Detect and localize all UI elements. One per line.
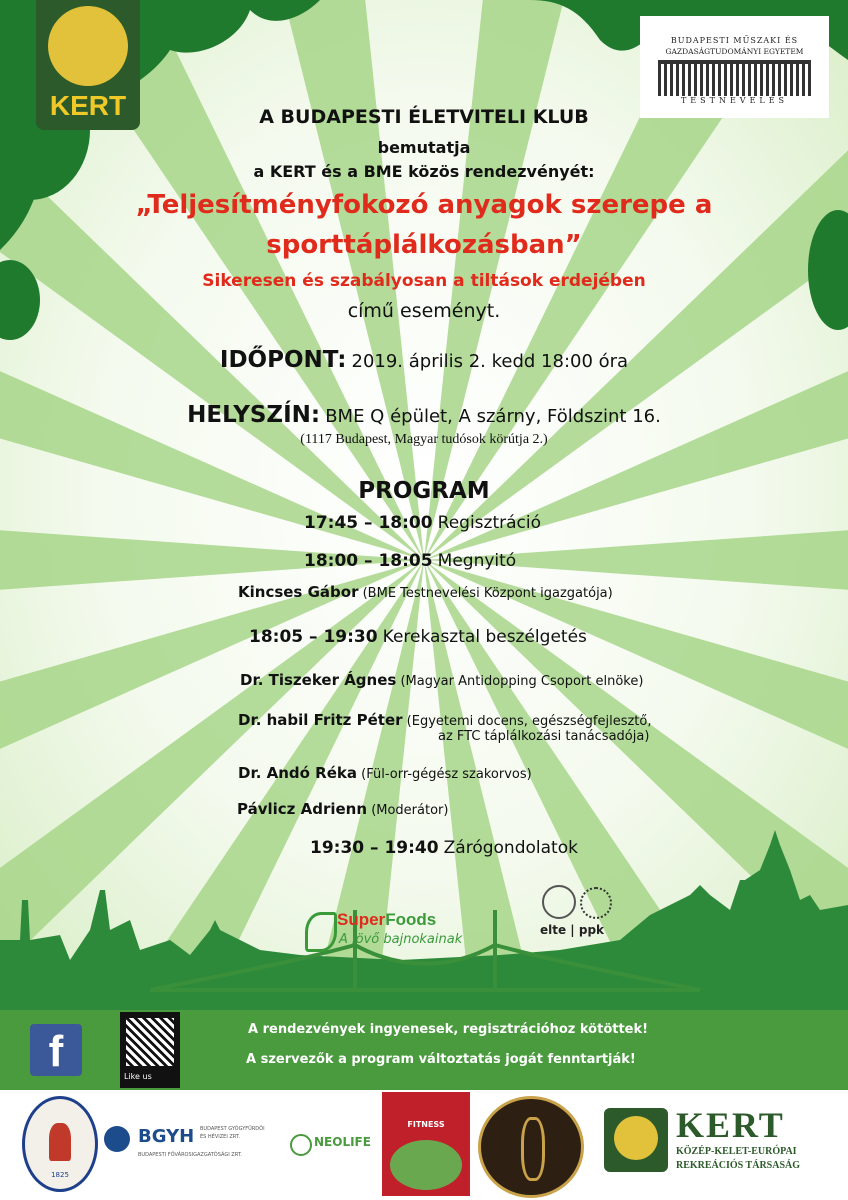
program-item-roundtable (249, 627, 587, 647)
program-item-time: 18:00 – 18:05 (304, 551, 433, 571)
dots-icon (580, 887, 612, 919)
kert-logo-bottom (604, 1105, 824, 1178)
salad-icon (390, 1140, 462, 1190)
place-label: HELYSZÍN: (187, 402, 321, 428)
superfoods-wordmark (337, 910, 436, 930)
bme-logo (640, 16, 829, 118)
bgyh-subtext2: ÉS HÉVIZEI ZRT. (200, 1134, 240, 1140)
program-item-opening (304, 551, 516, 571)
footer-line1: A rendezvények ingyenesek, regisztrációhoz kötöttek! (248, 1022, 649, 1037)
event-title-line1: „Teljesítményfokozó anyagok szerepe a (135, 190, 713, 220)
leaf-icon (290, 1134, 312, 1156)
program-item-name: Zárógondolatok (443, 838, 578, 858)
program-item-registration (304, 513, 541, 533)
kert-bottom-text: KERT (676, 1105, 785, 1145)
kert-tree-icon (604, 1108, 668, 1172)
facebook-icon[interactable]: f (30, 1024, 82, 1076)
bme-logo-line3: TESTNEVELÉS (680, 96, 789, 105)
person-role: (Magyar Antidopping Csoport elnöke) (400, 674, 644, 689)
fitness-book-logo (382, 1092, 470, 1196)
person-pavlicz (237, 800, 448, 818)
person-name: Kincses Gábor (238, 583, 359, 601)
place-value: BME Q épület, A szárny, Földszint 16. (325, 406, 661, 427)
person-fritz (238, 711, 651, 729)
neolife-logo (290, 1132, 370, 1156)
superfoods-tagline: A jövő bajnokainak (339, 932, 463, 947)
kert-bottom-sub2: REKREÁCIÓS TÁRSASÁG (676, 1160, 801, 1171)
person-role: (Egyetemi docens, egészségfejlesztő, (406, 714, 652, 729)
caduceus-icon (521, 1117, 545, 1181)
program-item-time: 17:45 – 18:00 (304, 513, 433, 533)
superfoods-logo (305, 908, 485, 952)
program-item-name: Regisztráció (437, 513, 542, 533)
person-ando (238, 764, 532, 782)
superfoods-word-b: Foods (385, 910, 437, 929)
elte-text: elte | ppk (540, 923, 605, 937)
event-subtitle: Sikeresen és szabályosan a tiltások erdejében (202, 271, 646, 291)
address-line: (1117 Budapest, Magyar tudósok körútja 2.) (300, 432, 548, 447)
place-line (0, 402, 848, 428)
person-name: Dr. habil Fritz Péter (238, 711, 403, 729)
bgyh-text: BGYH (138, 1126, 195, 1147)
program-item-name: Kerekasztal beszélgetés (382, 627, 587, 647)
bme-logo-line2: GAZDASÁGTUDOMÁNYI EGYETEM (665, 47, 804, 56)
like-us-label: Like us (124, 1072, 152, 1081)
info-bar (0, 1010, 848, 1090)
bgyh-subtext1: BUDAPEST GYÓGYFÜRDŐI (200, 1126, 265, 1132)
person-fritz-role2: az FTC táplálkozási tanácsadója) (438, 729, 650, 744)
person-role: (BME Testnevelési Központ igazgatója) (362, 586, 613, 601)
presents-text: bemutatja (377, 138, 471, 157)
science-sport-logo (478, 1096, 584, 1198)
bme-logo-line1: BUDAPESTI MŰSZAKI ÉS (670, 36, 799, 45)
mta-logo (22, 1096, 98, 1192)
sponsor-logos-bar (0, 1090, 848, 1200)
joint-event-text: a KERT és a BME közös rendezvényét: (253, 162, 595, 181)
elte-seal-icon (542, 885, 576, 919)
program-item-name: Megnyitó (437, 551, 517, 571)
program-heading: PROGRAM (358, 478, 490, 504)
superfoods-word-a: Super (337, 910, 386, 929)
person-name: Dr. Andó Réka (238, 764, 358, 782)
event-suffix: című eseményt. (347, 300, 501, 322)
kert-bottom-sub1: KÖZÉP-KELET-EURÓPAI (676, 1146, 797, 1157)
person-role: (Moderátor) (371, 803, 449, 818)
program-item-time: 18:05 – 19:30 (249, 627, 378, 647)
club-name: A BUDAPESTI ÉLETVITELI KLUB (259, 106, 589, 128)
person-kincses (238, 583, 613, 601)
fitness-text: FITNESS (407, 1120, 445, 1129)
person-tiszeker (240, 671, 643, 689)
bgyh-subtext3: BUDAPESTI FŐVÁROSIGAZGATÓSÁGI ZRT. (138, 1152, 242, 1158)
program-item-closing (310, 838, 578, 858)
bgyh-logo (104, 1122, 280, 1172)
runner-icon (305, 912, 337, 952)
time-value: 2019. április 2. kedd 18:00 óra (351, 351, 629, 372)
elte-ppk-logo (540, 885, 612, 955)
program-item-time: 19:30 – 19:40 (310, 838, 439, 858)
bgyh-circle-icon (104, 1126, 130, 1152)
footer-line2: A szervezők a program változtatás jogát fenntartják! (246, 1052, 636, 1067)
bme-building-icon (658, 60, 811, 96)
event-title-line2: sporttáplálkozásban” (266, 230, 582, 260)
qr-code-icon (126, 1018, 174, 1066)
mta-year: 1825 (51, 1171, 69, 1179)
person-role: (Fül-orr-gégész szakorvos) (361, 767, 532, 782)
tree-icon (48, 6, 128, 86)
person-name: Dr. Tiszeker Ágnes (240, 671, 397, 689)
person-name: Pávlicz Adrienn (237, 800, 368, 818)
mta-figure-icon (49, 1123, 71, 1161)
time-label: IDŐPONT: (219, 347, 347, 373)
time-line (0, 347, 848, 373)
qr-code[interactable] (120, 1012, 180, 1088)
kert-logo-text: KERT (49, 90, 127, 121)
neolife-text: NEOLIFE (314, 1135, 371, 1149)
